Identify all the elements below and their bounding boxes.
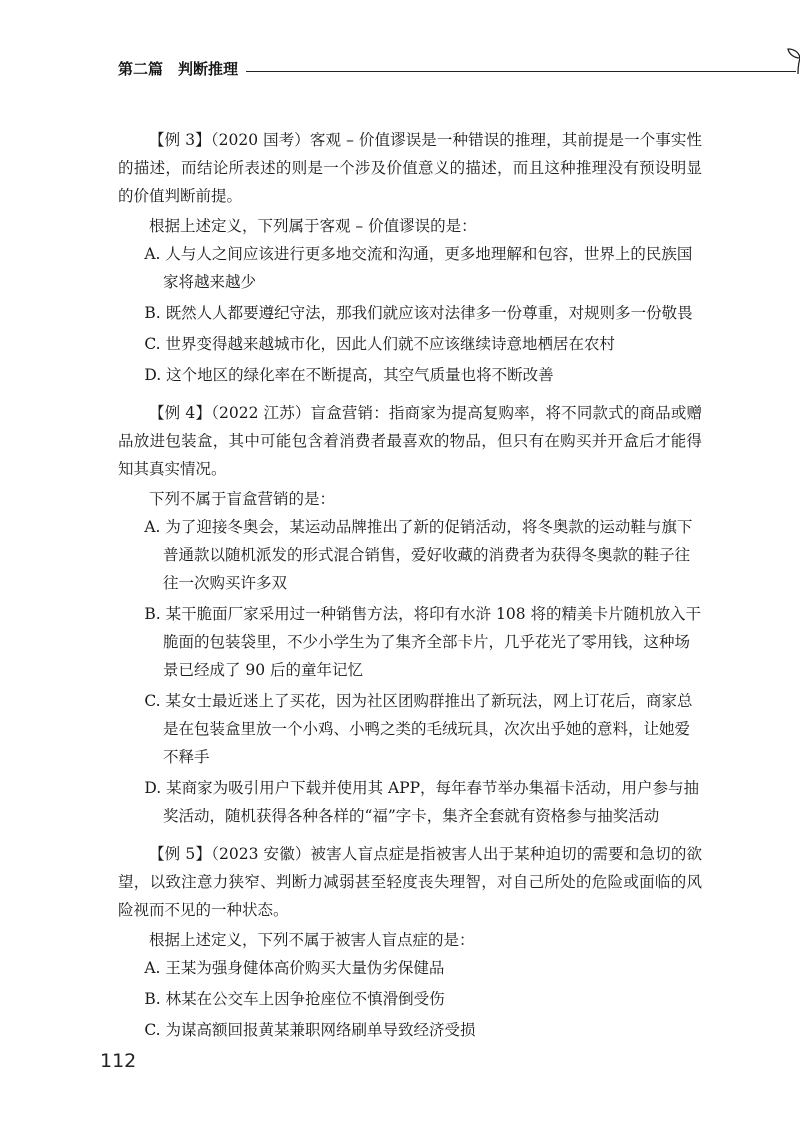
option-a: A. 为了迎接冬奥会，某运动品牌推出了新的促销活动，将冬奥款的运动鞋与旗下普通款以随机派发的形式混合销售，爱好收藏的消费者为获得冬奥款的鞋子往往一次购买许多双 [144,518,693,592]
example-3 [118,126,702,389]
example-5 [118,840,702,1044]
page-number: 112 [100,1050,137,1072]
option-b: B. 既然人人都要遵纪守法，那我们就应该对法律多一份尊重，对规则多一份敬畏 [144,304,693,322]
example-paragraph: 【例 5】（2023 安徽）被害人盲点症是指被害人出于某种迫切的需要和急切的欲望，以致注意力狭窄、判断力减弱甚至轻度丧失理智，对自己所处的危险或面临的风险视而不见的一种状态。 [118,845,702,919]
example-question: 下列不属于盲盒营销的是： [149,490,336,508]
page-body [118,126,702,1054]
example-question: 根据上述定义，下列属于客观 – 价值谬误的是： [149,217,477,235]
option-c: C. 某女士最近迷上了买花，因为社区团购群推出了新玩法，网上订花后，商家总是在包装盒里放一个小鸡、小鸭之类的毛绒玩具，次次出乎她的意料，让她爱不释手 [144,692,693,766]
option-a: A. 王某为强身健体高价购买大量伪劣保健品 [144,959,445,977]
option-d: D. 这个地区的绿化率在不断提高，其空气质量也将不断改善 [144,366,554,384]
running-header [118,56,718,86]
option-c: C. 世界变得越来越城市化，因此人们就不应该继续诗意地栖居在农村 [144,335,616,353]
option-b: B. 林某在公交车上因争抢座位不慎滑倒受伤 [144,990,445,1008]
example-question: 根据上述定义，下列不属于被害人盲点症的是： [149,931,475,949]
option-a: A. 人与人之间应该进行更多地交流和沟通，更多地理解和包容，世界上的民族国家将越来越少 [144,245,693,291]
example-paragraph: 【例 3】（2020 国考）客观 – 价值谬误是一种错误的推理，其前提是一个事实性的描述，而结论所表述的则是一个涉及价值意义的描述，而且这种推理没有预设明显的价值判断前提。 [118,131,702,205]
option-d: D. 某商家为吸引用户下载并使用其 APP，每年春节举办集福卡活动，用户参与抽奖活动，随机获得各种各样的“福”字卡，集齐全套就有资格参与抽奖活动 [144,779,700,825]
chapter-title: 第二篇 判断推理 [118,60,239,78]
header-rule [246,71,796,72]
sprout-icon [786,48,800,76]
option-c: C. 为谋高额回报黄某兼职网络刷单导致经济受损 [144,1021,476,1039]
example-4 [118,399,702,830]
example-paragraph: 【例 4】（2022 江苏）盲盒营销：指商家为提高复购率，将不同款式的商品或赠品放进包装盒，其中可能包含着消费者最喜欢的物品，但只有在购买并开盒后才能得知其真实情况。 [118,404,702,478]
option-b: B. 某干脆面厂家采用过一种销售方法，将印有水浒 108 将的精美卡片随机放入干脆面的包装袋里，不少小学生为了集齐全部卡片，几乎花光了零用钱，这种场景已经成了 90 后的童年记忆 [144,605,702,679]
